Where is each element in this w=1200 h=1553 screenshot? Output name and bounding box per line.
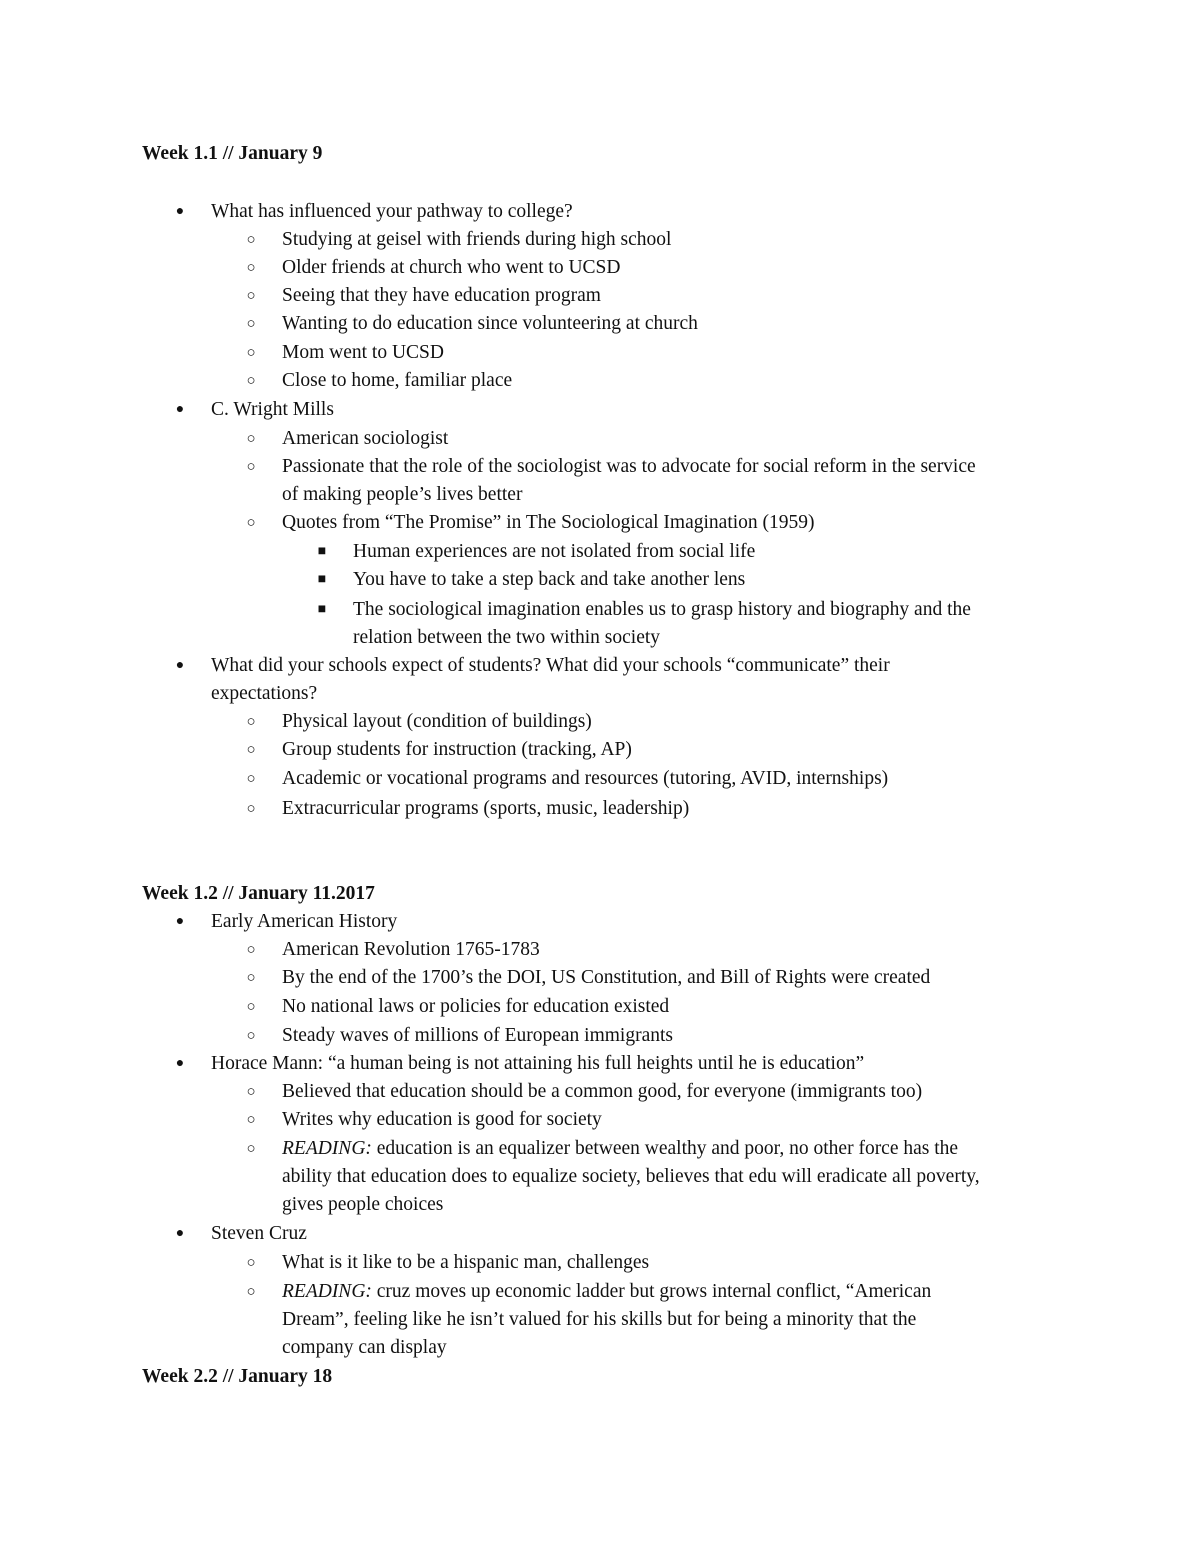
list-item: Steady waves of millions of European immigrants: [282, 1025, 674, 1046]
bullet-disc: ●: [175, 402, 185, 417]
bullet-circle: ○: [246, 742, 256, 758]
list-item: Horace Mann: “a human being is not attaining his full heights until he is education”: [211, 1053, 865, 1074]
bullet-circle: ○: [246, 459, 256, 475]
list-item-continuation: of making people’s lives better: [282, 484, 523, 505]
bullet-circle: ○: [246, 970, 256, 986]
bullet-disc: ●: [175, 204, 185, 219]
bullet-circle: ○: [246, 260, 256, 276]
list-item: What is it like to be a hispanic man, challenges: [282, 1252, 650, 1273]
bullet-disc: ●: [175, 658, 185, 673]
reading-note: [282, 1135, 958, 1163]
reading-text: cruz moves up economic ladder but grows internal conflict, “American: [371, 1281, 932, 1302]
bullet-circle: ○: [246, 1028, 256, 1044]
list-item: Academic or vocational programs and resources (tutoring, AVID, internships): [282, 768, 889, 789]
list-item: Quotes from “The Promise” in The Sociological Imagination (1959): [282, 512, 815, 533]
bullet-circle: ○: [246, 1284, 256, 1300]
list-item: By the end of the 1700’s the DOI, US Constitution, and Bill of Rights were created: [282, 967, 931, 988]
bullet-circle: ○: [246, 288, 256, 304]
bullet-square: ■: [317, 544, 327, 559]
bullet-circle: ○: [246, 515, 256, 531]
bullet-circle: ○: [246, 714, 256, 730]
list-item: Passionate that the role of the sociologist was to advocate for social reform in the service: [282, 456, 976, 477]
bullet-disc: ●: [175, 1056, 185, 1071]
bullet-circle: ○: [246, 232, 256, 248]
list-item-continuation: relation between the two within society: [353, 627, 661, 648]
list-item: Seeing that they have education program: [282, 285, 601, 306]
section-heading: Week 1.1 // January 9: [142, 143, 323, 164]
bullet-circle: ○: [246, 942, 256, 958]
list-item: Mom went to UCSD: [282, 342, 444, 363]
list-item: Physical layout (condition of buildings): [282, 711, 592, 732]
list-item: American sociologist: [282, 428, 449, 449]
list-item: C. Wright Mills: [211, 399, 334, 420]
list-item: Early American History: [211, 911, 398, 932]
bullet-circle: ○: [246, 1112, 256, 1128]
bullet-circle: ○: [246, 316, 256, 332]
bullet-circle: ○: [246, 771, 256, 787]
list-item: No national laws or policies for education existed: [282, 996, 670, 1017]
list-item: Group students for instruction (tracking, AP): [282, 739, 632, 760]
reading-note: [282, 1278, 931, 1306]
bullet-circle: ○: [246, 1255, 256, 1271]
bullet-circle: ○: [246, 373, 256, 389]
list-item: Extracurricular programs (sports, music, leadership): [282, 798, 690, 819]
list-item: Human experiences are not isolated from social life: [353, 541, 756, 562]
bullet-disc: ●: [175, 1226, 185, 1241]
list-item: Writes why education is good for society: [282, 1109, 602, 1130]
section-heading: Week 1.2 // January 11.2017: [142, 883, 375, 904]
list-item: Wanting to do education since volunteering at church: [282, 313, 698, 334]
bullet-circle: ○: [246, 801, 256, 817]
bullet-circle: ○: [246, 345, 256, 361]
list-item: You have to take a step back and take another lens: [353, 569, 746, 590]
list-item: Close to home, familiar place: [282, 370, 513, 391]
list-item-continuation: Dream”, feeling like he isn’t valued for his skills but for being a minority that the: [282, 1309, 917, 1330]
list-item: American Revolution 1765-1783: [282, 939, 540, 960]
list-item-continuation: gives people choices: [282, 1194, 444, 1215]
reading-text: education is an equalizer between wealthy and poor, no other force has the: [371, 1138, 959, 1159]
list-item: What did your schools expect of students? What did your schools “communicate” their: [211, 655, 890, 676]
list-item-continuation: expectations?: [211, 683, 318, 704]
bullet-circle: ○: [246, 1141, 256, 1157]
bullet-circle: ○: [246, 999, 256, 1015]
bullet-disc: ●: [175, 914, 185, 929]
section-heading: Week 2.2 // January 18: [142, 1366, 333, 1387]
bullet-square: ■: [317, 602, 327, 617]
list-item: What has influenced your pathway to college?: [211, 201, 573, 222]
bullet-circle: ○: [246, 431, 256, 447]
reading-label: READING:: [282, 1138, 372, 1159]
list-item-continuation: company can display: [282, 1337, 447, 1358]
list-item-continuation: ability that education does to equalize society, believes that edu will eradicate all poverty,: [282, 1166, 980, 1187]
list-item: Steven Cruz: [211, 1223, 307, 1244]
bullet-circle: ○: [246, 1084, 256, 1100]
list-item: Older friends at church who went to UCSD: [282, 257, 621, 278]
list-item: The sociological imagination enables us to grasp history and biography and the: [353, 599, 971, 620]
bullet-square: ■: [317, 572, 327, 587]
list-item: Believed that education should be a common good, for everyone (immigrants too): [282, 1081, 923, 1102]
reading-label: READING:: [282, 1281, 372, 1302]
list-item: Studying at geisel with friends during high school: [282, 229, 672, 250]
